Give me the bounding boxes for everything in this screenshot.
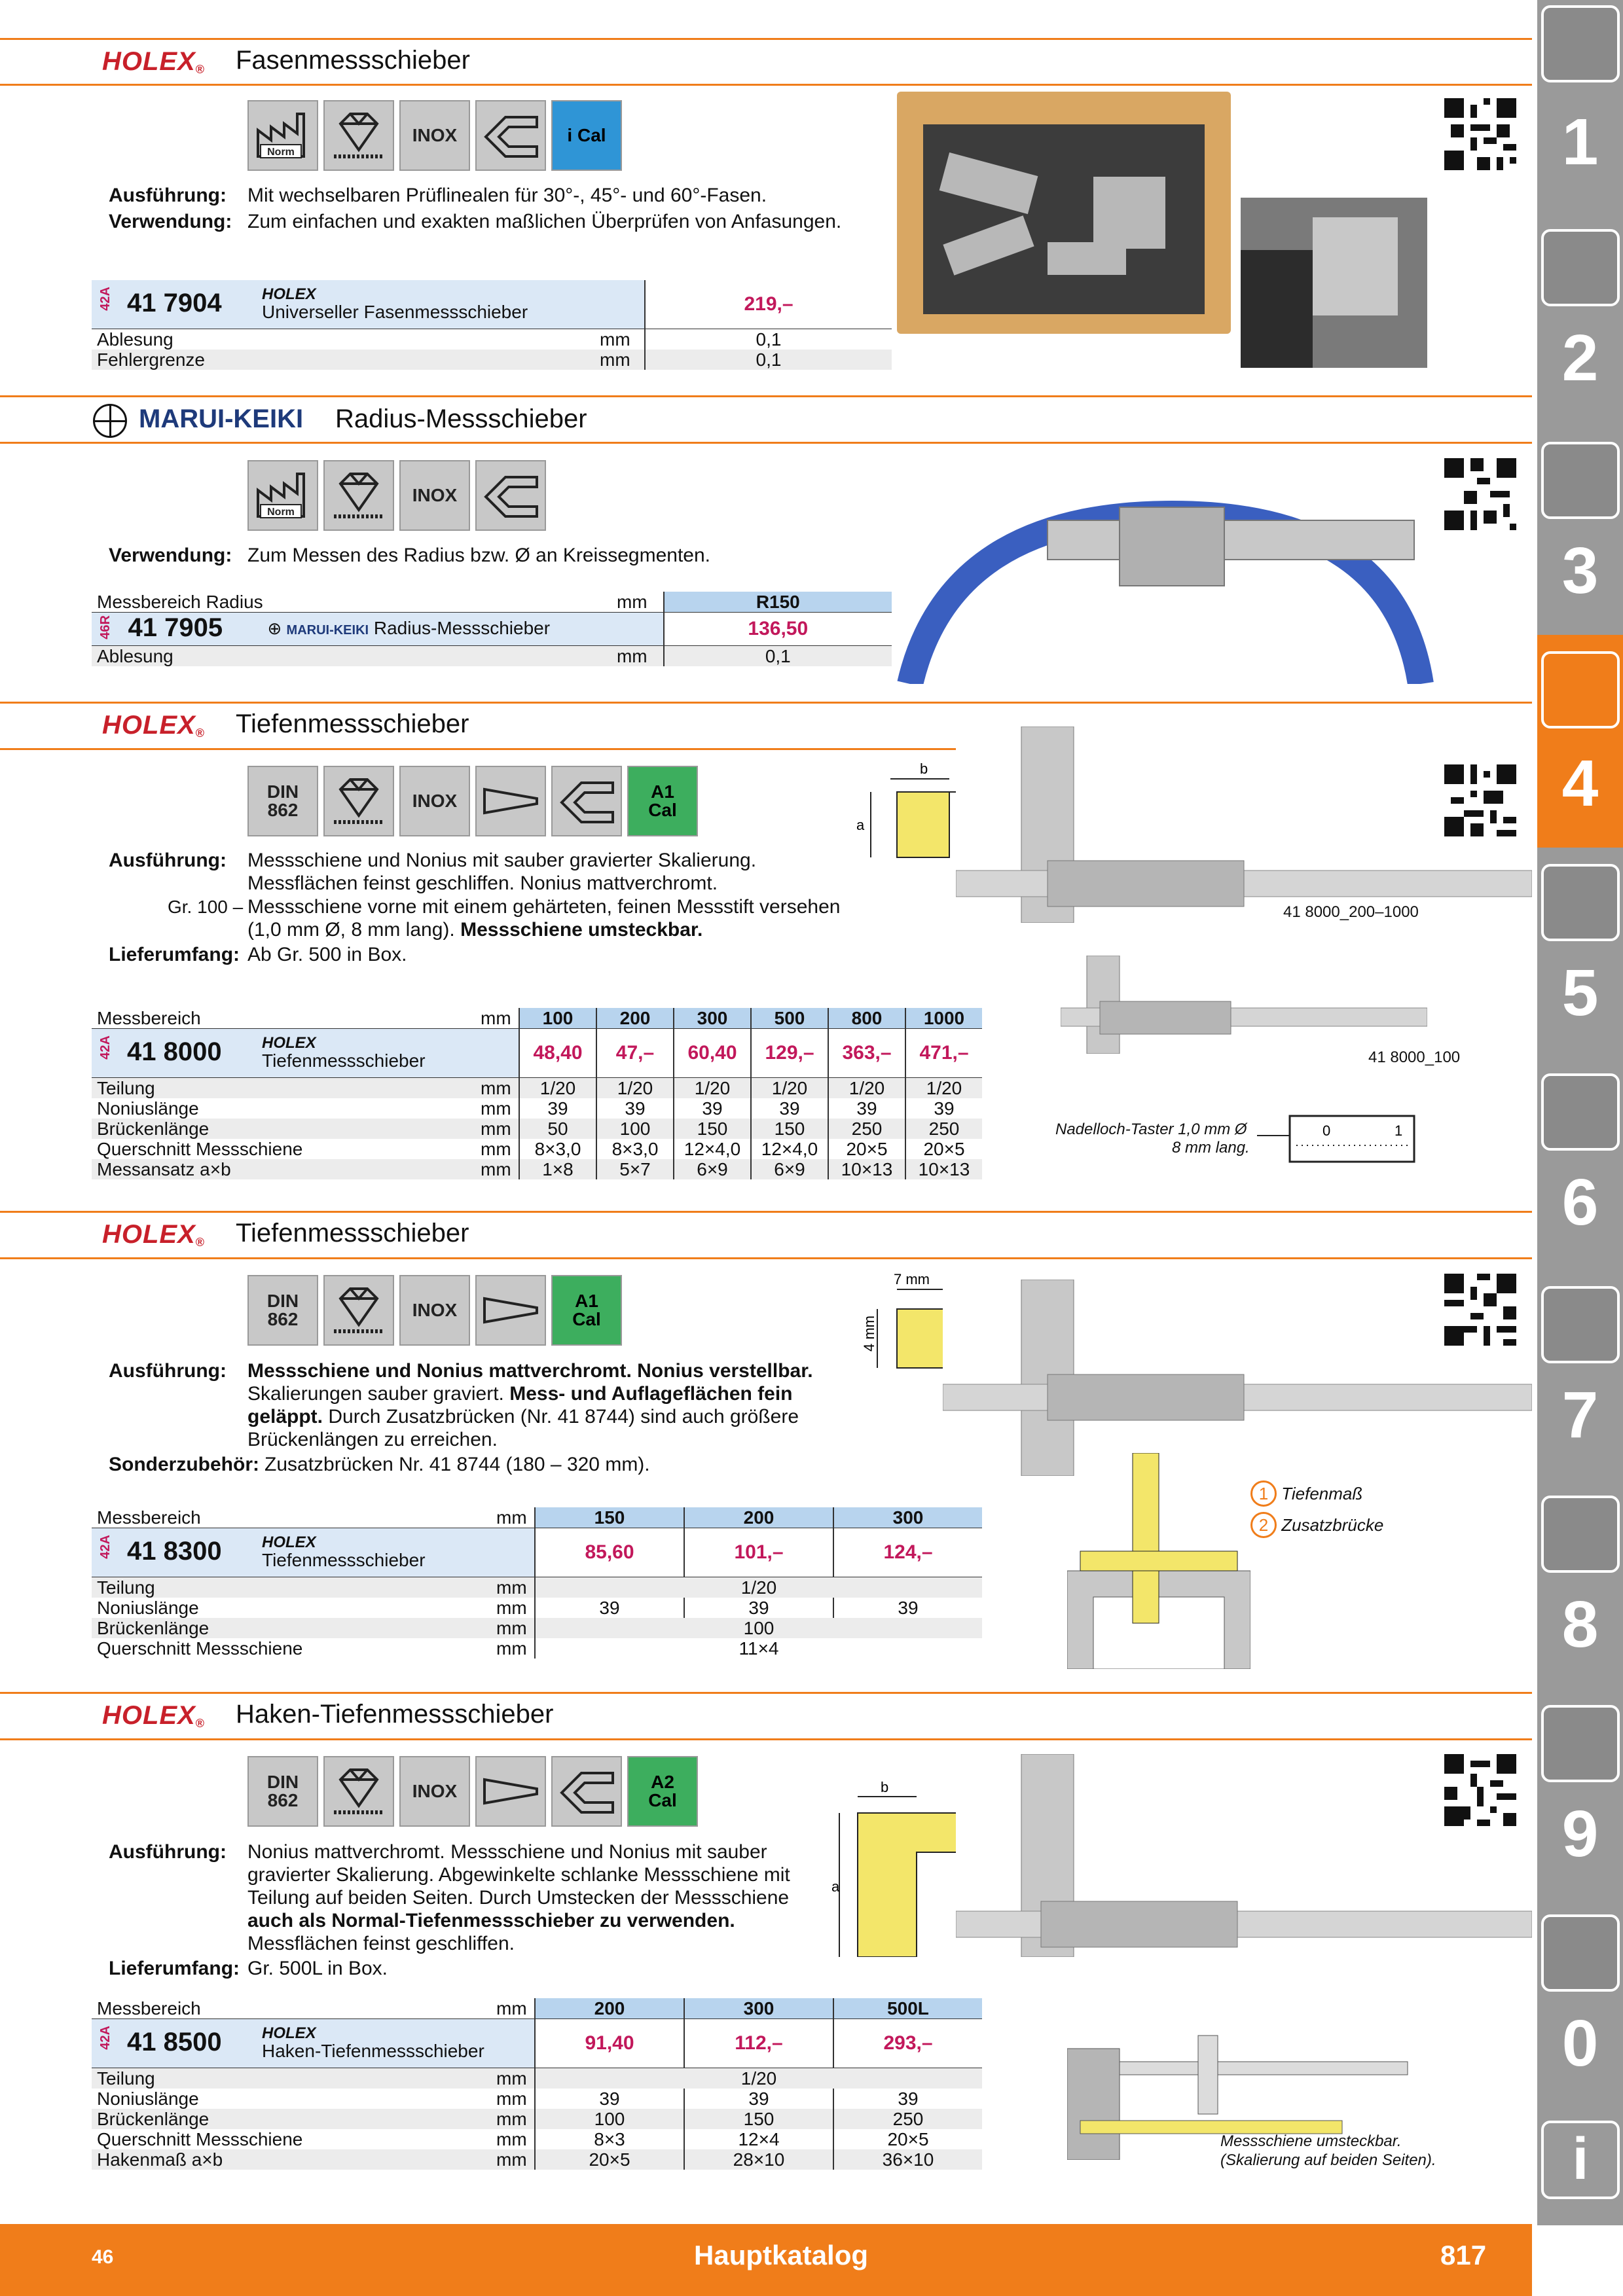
product-photo-radius — [897, 488, 1434, 684]
drill-icon — [1541, 5, 1620, 82]
din-icon: DIN 862 — [247, 1756, 318, 1827]
label-ausfuehrung: Ausführung: — [109, 1841, 227, 1863]
cabinet-icon — [1541, 1705, 1620, 1782]
chamfer-icon — [475, 460, 546, 531]
sidebar-tab-5[interactable]: 5 — [1561, 956, 1599, 1030]
caliper-icon — [1541, 651, 1620, 728]
qr-code[interactable] — [1444, 764, 1516, 836]
needle-icon — [475, 766, 546, 836]
article-number[interactable]: 41 7905 — [128, 613, 223, 642]
marui-logo-icon — [93, 404, 127, 438]
needle-icon — [475, 1275, 546, 1346]
svg-text:4 mm: 4 mm — [861, 1316, 877, 1352]
calibration-icon: i Cal — [551, 100, 622, 171]
holex-logo: HOLEX® — [102, 1701, 206, 1730]
needle-icon — [475, 1756, 546, 1827]
workshop-icon — [1541, 1496, 1620, 1573]
article-number[interactable]: 41 8000 — [127, 1037, 222, 1066]
qr-code[interactable] — [1444, 1754, 1516, 1826]
sidebar-tab-1[interactable]: 1 — [1561, 105, 1599, 179]
svg-text:b: b — [920, 761, 928, 777]
text-verwendung: Zum einfachen und exakten maßlichen Überprüfen von Anfasungen. — [247, 211, 842, 232]
spec-table-417904: 42A 41 7904 HOLEX Universeller Fasenmessschieber 219,– Ablesung mm 0,1 Fehlergrenze mm 0,1 — [92, 280, 892, 370]
chamfer-icon — [551, 1756, 622, 1827]
text-verwendung: Zum Messen des Radius bzw. Ø an Kreissegmenten. — [247, 545, 710, 566]
product-photo-detail — [1241, 198, 1427, 368]
article-number[interactable]: 41 7904 — [127, 289, 222, 317]
marui-brand: MARUI-KEIKI — [139, 404, 304, 433]
label-lieferumfang: Lieferumfang: — [109, 1958, 240, 1979]
svg-text:Norm: Norm — [267, 507, 295, 518]
footer-page-number: 817 — [1440, 2240, 1487, 2270]
product-photo-depth-gauge — [943, 1280, 1532, 1476]
svg-text:7 mm: 7 mm — [894, 1271, 930, 1287]
holex-logo: HOLEX® — [102, 1220, 206, 1249]
svg-text:Norm: Norm — [267, 147, 295, 158]
din-icon: DIN 862 — [247, 766, 318, 836]
feature-icons — [247, 1756, 698, 1827]
section-title: Tiefenmessschieber — [236, 1219, 469, 1247]
chuck-icon — [1541, 442, 1620, 519]
sidebar-tab-info[interactable]: i — [1541, 2121, 1620, 2199]
safety-icon — [1541, 1914, 1620, 1992]
qr-code[interactable] — [1444, 1274, 1516, 1346]
chamfer-icon — [551, 766, 622, 836]
label-verwendung: Verwendung: — [109, 211, 232, 232]
inox-icon: INOX — [399, 1756, 470, 1827]
sidebar-tab-3[interactable]: 3 — [1561, 534, 1599, 607]
wrench-icon — [1541, 1073, 1620, 1151]
feature-icons — [247, 766, 698, 836]
saw-blade-icon — [1541, 864, 1620, 941]
label-lieferumfang: Lieferumfang: — [109, 944, 240, 965]
diamond-icon — [323, 100, 394, 171]
insert-icon — [1541, 229, 1620, 306]
feature-icons — [247, 1275, 622, 1346]
diamond-icon — [323, 1756, 394, 1827]
inox-icon: INOX — [399, 460, 470, 531]
sidebar-tab-4[interactable]: 4 — [1561, 747, 1599, 820]
qr-code[interactable] — [1444, 98, 1516, 170]
label-verwendung: Verwendung: — [109, 545, 232, 566]
section-title: Tiefenmessschieber — [236, 709, 469, 738]
inox-icon: INOX — [399, 766, 470, 836]
product-photo-box — [897, 92, 1231, 334]
section-title: Fasenmessschieber — [236, 46, 470, 75]
feature-icons — [247, 100, 622, 171]
sidebar-tab-6[interactable]: 6 — [1561, 1166, 1599, 1239]
price: 136,50 — [664, 613, 892, 646]
spec-table-418000: Messbereich mm 100 200 300 500 800 1000 42A 41 8000 HOLEX Tiefenmessschieber 48,40 47,– 60,40 129,– 363,– 471,– Teilung mm 1/20 1/20 1/20 1/20 1/20 1/20 Noniuslänge mm 39 39 39 39 39 39 Brückenlänge mm 50 100 150 150 250 250 Querschnitt Messschiene mm 8×3,0 8×3,0 12×4,0 12×4,0 20×5 20×5 Messansatz a×b mm 1×8 5×7 6×9 6×9 10×13 10×13 — [92, 1008, 982, 1179]
diamond-icon — [323, 460, 394, 531]
inox-icon: INOX — [399, 100, 470, 171]
spec-table-418300: Messbereich mm 150 200 300 42A 41 8300 HOLEX Tiefenmessschieber 85,60 101,– 124,– Teilung mm 1/20 Noniuslänge mm 39 39 39 Brückenlänge mm 100 Querschnitt Messschiene mm 11×4 — [92, 1507, 982, 1659]
footer-left-page: 46 — [92, 2246, 114, 2268]
section-title: Haken-Tiefenmessschieber — [236, 1700, 554, 1729]
product-photo-depth-gauge-small — [1061, 956, 1427, 1054]
article-number[interactable]: 41 8500 — [127, 2028, 222, 2056]
sidebar-tab-8[interactable]: 8 — [1561, 1588, 1599, 1661]
spec-table-418500: Messbereich mm 200 300 500L 42A 41 8500 HOLEX Haken-Tiefenmessschieber 91,40 112,– 293,– Teilung mm 1/20 Noniuslänge mm 39 39 39 Brückenlänge mm 100 150 250 Querschnitt Messschiene mm 8×3 12×4 20×5 Hakenmaß a×b mm 20×5 28×10 36×10 — [92, 1998, 982, 2170]
norm-icon — [247, 460, 318, 531]
needle-probe-diagram — [1257, 1106, 1427, 1172]
pliers-icon — [1541, 1286, 1620, 1363]
caption-418000-100: 41 8000_100 — [1368, 1049, 1461, 1066]
diamond-icon — [323, 766, 394, 836]
calibration-icon: A1 Cal — [551, 1275, 622, 1346]
sidebar-tab-2[interactable]: 2 — [1561, 321, 1599, 395]
svg-text:b: b — [881, 1780, 889, 1795]
section-title: Radius-Messschieber — [335, 404, 587, 433]
price: 219,– — [645, 280, 892, 329]
svg-text:a: a — [831, 1878, 840, 1895]
bridge-diagram — [1067, 1453, 1250, 1669]
footer-title: Hauptkatalog — [694, 2240, 869, 2270]
svg-text:0: 0 — [1322, 1122, 1331, 1139]
label-ausfuehrung: Ausführung: — [109, 1360, 227, 1382]
feature-icons — [247, 460, 546, 531]
diamond-icon — [323, 1275, 394, 1346]
holex-logo: HOLEX® — [102, 711, 206, 740]
inox-icon: INOX — [399, 1275, 470, 1346]
calibration-icon: A2 Cal — [627, 1756, 698, 1827]
sidebar-tab-9[interactable]: 9 — [1561, 1797, 1599, 1871]
sidebar-tab-0[interactable]: 0 — [1561, 2007, 1599, 2080]
legend-2: 2 Zusatzbrücke — [1250, 1512, 1383, 1538]
holex-logo: HOLEX® — [102, 47, 206, 76]
label-ausfuehrung: Ausführung: — [109, 185, 227, 206]
svg-text:a: a — [856, 817, 865, 833]
sidebar-tab-7[interactable]: 7 — [1561, 1378, 1599, 1452]
caption-418000-200: 41 8000_200–1000 — [1283, 903, 1419, 921]
qr-code[interactable] — [1444, 458, 1516, 530]
din-icon: DIN 862 — [247, 1275, 318, 1346]
article-number[interactable]: 41 8300 — [127, 1537, 222, 1566]
text-ausfuehrung: Mit wechselbaren Prüflinealen für 30°-, 45°- und 60°-Fasen. — [247, 185, 767, 206]
chamfer-icon — [475, 100, 546, 171]
svg-text:1: 1 — [1395, 1122, 1403, 1139]
label-ausfuehrung: Ausführung: — [109, 850, 227, 871]
label-sonderzubehoer: Sonderzubehör: — [109, 1454, 259, 1475]
norm-icon — [247, 100, 318, 171]
spec-table-417905: Messbereich Radius mm R150 46R 41 7905 ⊕ MARUI-KEIKI Radius-Messschieber 136,50 Ablesung mm 0,1 — [92, 592, 892, 666]
legend-1: 1 Tiefenmaß — [1250, 1480, 1362, 1507]
calibration-icon: A1 Cal — [627, 766, 698, 836]
